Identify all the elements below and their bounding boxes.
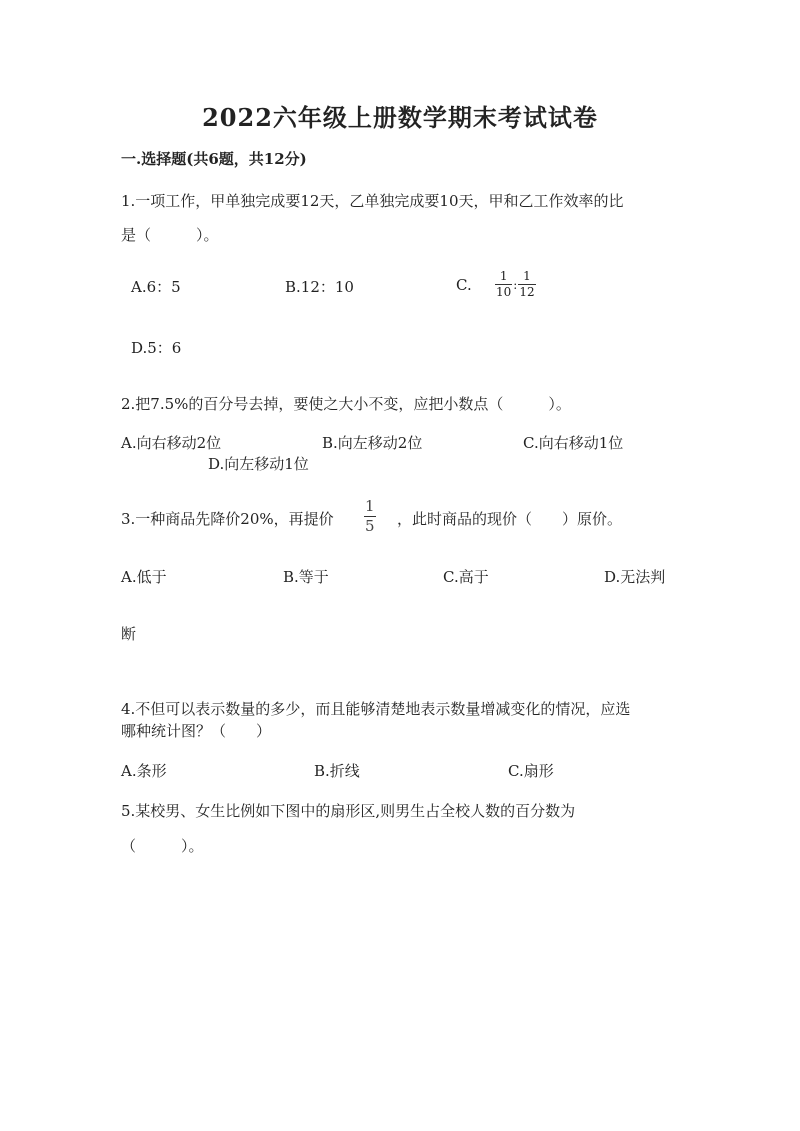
section-heading: 一.选择题(共6题，共12分) [121,150,307,168]
fraction-denominator: 12 [519,285,535,299]
fraction-numerator: 1 [499,269,508,283]
question-1-option-c-label: C. [456,276,472,294]
question-1-line-2: 是（ ）。 [121,226,219,244]
question-2-line-1: 2.把7.5%的百分号去掉，要使之大小不变，应把小数点（ ）。 [121,395,571,413]
question-3-line-1-end: ，此时商品的现价（ ）原价。 [397,510,623,528]
question-2-option-a: A.向右移动2位 [121,434,222,452]
question-1-line-1: 1.一项工作，甲单独完成要12天，乙单独完成要10天，甲和乙工作效率的比 [121,192,624,210]
question-3-option-b: B.等于 [283,568,329,586]
fraction-numerator: 1 [523,269,531,283]
question-1-option-c-ratio [495,270,536,299]
fraction-numerator: 1 [365,497,375,515]
fraction-denominator: 10 [496,285,512,299]
question-4-option-a: A.条形 [121,762,167,780]
question-2-option-d: D.向左移动1位 [208,455,309,473]
fraction-denominator: 5 [365,517,375,535]
question-2-option-b: B.向左移动2位 [322,434,423,452]
question-2-option-c: C.向右移动1位 [523,434,624,452]
question-3-option-c: C.高于 [443,568,489,586]
question-4-option-c: C.扇形 [508,762,554,780]
question-4-line-2: 哪种统计图？（ ） [121,722,272,740]
fraction-one-fifth [364,498,376,535]
question-5-line-1: 5.某校男、女生比例如下图中的扇形区,则男生占全校人数的百分数为 [121,802,576,820]
fraction-one-twelfth [518,270,535,299]
question-1-option-b: B.12：10 [285,278,354,296]
question-3-fraction [364,498,376,535]
question-3-option-a: A.低于 [121,568,167,586]
question-4-option-b: B.折线 [314,762,360,780]
question-1-option-d: D.5：6 [131,339,182,357]
question-1-option-a: A.6：5 [131,278,181,296]
question-3-option-d-continued: 断 [121,625,137,643]
ratio-colon: : [513,277,518,292]
question-3-line-1-start: 3.一种商品先降价20%，再提价 [121,510,334,528]
question-5-line-2: （ ）。 [121,837,204,855]
question-4-line-1: 4.不但可以表示数量的多少，而且能够清楚地表示数量增减变化的情况，应选 [121,700,631,718]
exam-title: 2022六年级上册数学期末考试试卷 [202,103,598,132]
fraction-one-tenth [495,270,512,299]
question-3-option-d: D.无法判 [604,568,666,586]
